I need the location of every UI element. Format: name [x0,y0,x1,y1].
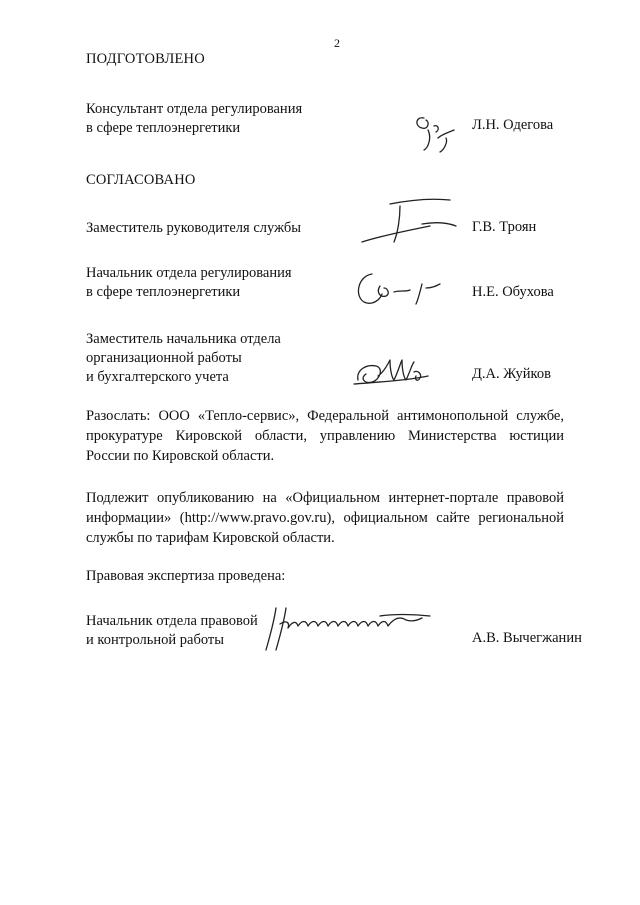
page-number: 2 [334,36,340,50]
title-line: Заместитель начальника отдела [86,331,281,347]
title-line: организационной работы [86,350,242,366]
prepared-heading: ПОДГОТОВЛЕНО [86,51,205,67]
publication-text: Подлежит опубликованию на «Официальном интернет-портале правовой информации» (http://www.pravo.gov.ru), официальном сайте региональной службы по тарифам Кировской области. [86,490,564,546]
agreed-heading: СОГЛАСОВАНО [86,172,196,188]
legal-review-signer-name: А.В. Вычегжанин [472,630,582,646]
agreed-signer-title [86,219,301,238]
prepared-signer-title [86,100,302,138]
agreed-signer-name: Н.Е. Обухова [472,284,554,300]
agreed-signer-name: Д.А. Жуйков [472,366,551,382]
title-line: в сфере теплоэнергетики [86,120,241,136]
signature-obukhova [350,266,460,312]
title-line: и контрольной работы [86,632,224,648]
distribution-text: Разослать: ООО «Тепло-сервис», Федеральной антимонопольной службе, прокуратуре Кировской области, управлению Министерства юстиции России по Кировской области. [86,408,564,464]
signature-troyan [360,196,470,252]
signature-vychegzhanin [262,604,442,654]
title-line: Начальник отдела регулирования [86,265,292,281]
title-line: Консультант отдела регулирования [86,101,303,117]
legal-review-statement: Правовая экспертиза проведена: [86,568,286,584]
legal-review-signer-title [86,612,258,650]
title-line: Заместитель руководителя службы [86,220,302,236]
signature-zhuykov [350,350,470,392]
agreed-signer-name: Г.В. Троян [472,219,537,235]
title-line: и бухгалтерского учета [86,369,229,385]
prepared-signer-name: Л.Н. Одегова [472,117,554,133]
agreed-signer-title [86,330,281,387]
title-line: Начальник отдела правовой [86,613,258,629]
title-line: в сфере теплоэнергетики [86,284,241,300]
agreed-signer-title [86,264,292,302]
signature-odegova [410,108,470,156]
